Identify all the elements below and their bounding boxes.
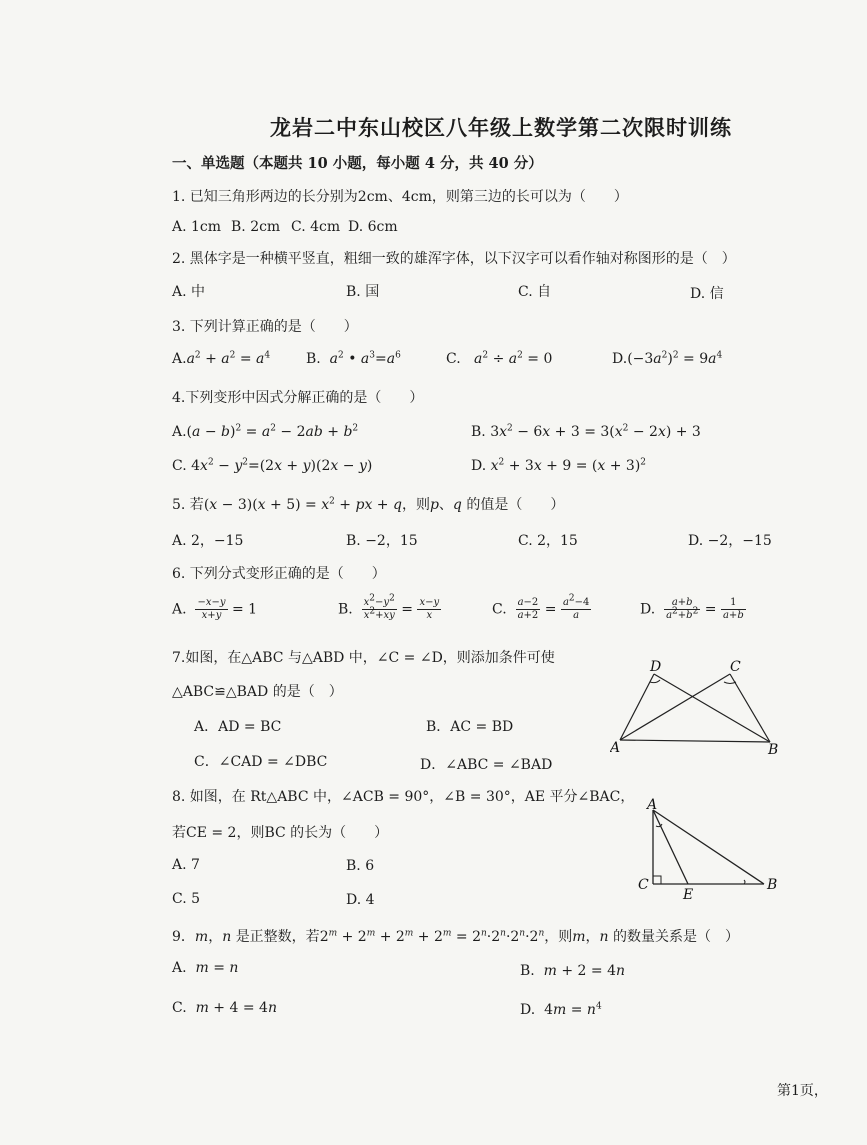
segment-ab — [653, 810, 764, 884]
question-6-stem: 6. 下列分式变形正确的是（ ） — [172, 566, 386, 582]
question-5-stem: 5. 若$(x - 3)(x + 5) = x^2$ + px + q，则p、q 的值是（ ） — [172, 496, 565, 513]
label-e: E — [683, 887, 694, 900]
page-title: 龙岩二中东山校区八年级上数学第二次限时训练 — [270, 115, 732, 140]
question-6-option-b: B. $\frac{x^2-y^2}{x^2+xy}$ = $\frac{x-y}{x}$ — [338, 593, 440, 621]
question-6-option-c: C. $\frac{a-2}{a+2}$ = $\frac{a^2-4}{a}$ — [492, 593, 590, 621]
question-4-option-d: D. $x^2 + 3x + 9 = (x + 3)^2$ — [471, 457, 647, 474]
question-1-option-d: D. 6cm — [348, 219, 398, 235]
label-a: A — [610, 740, 621, 756]
question-7-option-a: A．AD = BC — [194, 719, 282, 735]
question-2-option-a: A. 中 — [172, 284, 206, 300]
question-2-option-b: B. 国 — [346, 284, 380, 300]
angle-d-mark — [650, 680, 660, 683]
question-5-option-a: A. 2，−15 — [172, 533, 244, 549]
question-4-option-c: C. $4x^2 - y^2=(2x + y)(2x - y)$ — [172, 457, 373, 474]
question-6-option-a: A. $\frac{-x-y}{x+y}$ = 1 — [172, 597, 258, 621]
question-1-stem: 1. 已知三角形两边的长分别为2cm、4cm，则第三边的长可以为（ ） — [172, 189, 628, 205]
question-9-option-c: C. m + 4 = 4n — [172, 1000, 277, 1016]
question-8-line2: 若CE = 2，则BC 的长为（ ） — [172, 825, 389, 841]
question-3-stem: 3. 下列计算正确的是（ ） — [172, 319, 358, 335]
question-3-option-c: C. $a^2 \div a^2 = 0$ — [446, 350, 553, 367]
question-2-stem: 2. 黑体字是一种横平竖直，粗细一致的雄浑字体，以下汉字可以看作轴对称图形的是（ ） — [172, 251, 736, 267]
question-9-stem: 9．m，n 是正整数，若$2^m + 2^m + 2^m + 2^m = 2^n\cdot 2^n\cdot 2^n\cdot 2^n$，则m，n 的数量关系是（ ） — [172, 928, 740, 945]
question-4-option-b: B. $3x^2 - 6x + 3 = 3(x^2 - 2x) + 3$ — [471, 423, 701, 440]
question-3-option-b: B. $a^2$ • $a^3=a^6$ — [306, 350, 401, 367]
question-8-option-a: A. 7 — [172, 857, 200, 873]
label-b: B — [767, 877, 778, 893]
question-1-option-c: C. 4cm — [291, 219, 341, 235]
question-9-option-b: B. m + 2 = 4n — [520, 963, 626, 979]
question-7-line1: 7.如图，在△ABC 与△ABD 中，∠C = ∠D，则添加条件可使 — [172, 650, 555, 666]
segment-ab — [620, 740, 770, 742]
label-c: C — [730, 659, 741, 675]
segment-cb — [730, 674, 770, 742]
question-2-option-d: D. 信 — [690, 286, 724, 302]
right-angle-mark — [653, 876, 661, 884]
question-6-option-d: D. $\frac{a+b}{a^2+b^2}$ = $\frac{1}{a+b}$ — [640, 597, 744, 621]
question-8-line1: 8. 如图，在 Rt△ABC 中，∠ACB = 90°，∠B = 30°，AE 平分∠BAC， — [172, 789, 635, 805]
question-5-option-c: C. 2，15 — [518, 533, 578, 549]
question-8-option-b: B. 6 — [346, 858, 375, 874]
question-1-option-a: A. 1cm — [172, 219, 222, 235]
question-9-option-d: D. $4m = n^4$ — [520, 1001, 602, 1018]
label-b: B — [768, 742, 779, 756]
question-4-option-a: $A.(a - b)^2 = a^2 - 2ab + b^2$ — [172, 423, 359, 440]
label-d: D — [650, 659, 662, 675]
page-number: 第1页， — [777, 1083, 828, 1099]
question-1-option-b: B. 2cm — [231, 219, 281, 235]
label-c: C — [638, 877, 649, 893]
question-5-option-b: B. −2，15 — [346, 533, 418, 549]
question-8-figure — [636, 796, 786, 900]
question-7-option-b: B．AC = BD — [426, 719, 514, 735]
question-3-option-a: $A.a^2 + a^2 = a^4$ — [172, 350, 271, 367]
question-3-option-d: $D.(-3a^2)^2 = 9a^4$ — [612, 350, 723, 367]
question-2-option-c: C. 自 — [518, 284, 552, 300]
question-4-stem: 4.下列变形中因式分解正确的是（ ） — [172, 390, 424, 406]
section-header: 一、单选题（本题共 10 小题，每小题 4 分，共 40 分） — [172, 155, 543, 172]
question-7-figure — [610, 658, 785, 756]
question-8-option-c: C. 5 — [172, 891, 201, 907]
question-9-option-a: A. m = n — [172, 960, 239, 976]
question-7-line2: △ABC≌△BAD 的是（ ） — [172, 684, 343, 700]
label-a: A — [647, 797, 658, 813]
question-7-option-c: C．∠CAD = ∠DBC — [194, 754, 328, 770]
question-7-option-d: D．∠ABC = ∠BAD — [420, 757, 553, 773]
angle-b-mark — [744, 880, 745, 884]
question-8-option-d: D. 4 — [346, 892, 375, 908]
question-5-option-d: D. −2，−15 — [688, 533, 772, 549]
